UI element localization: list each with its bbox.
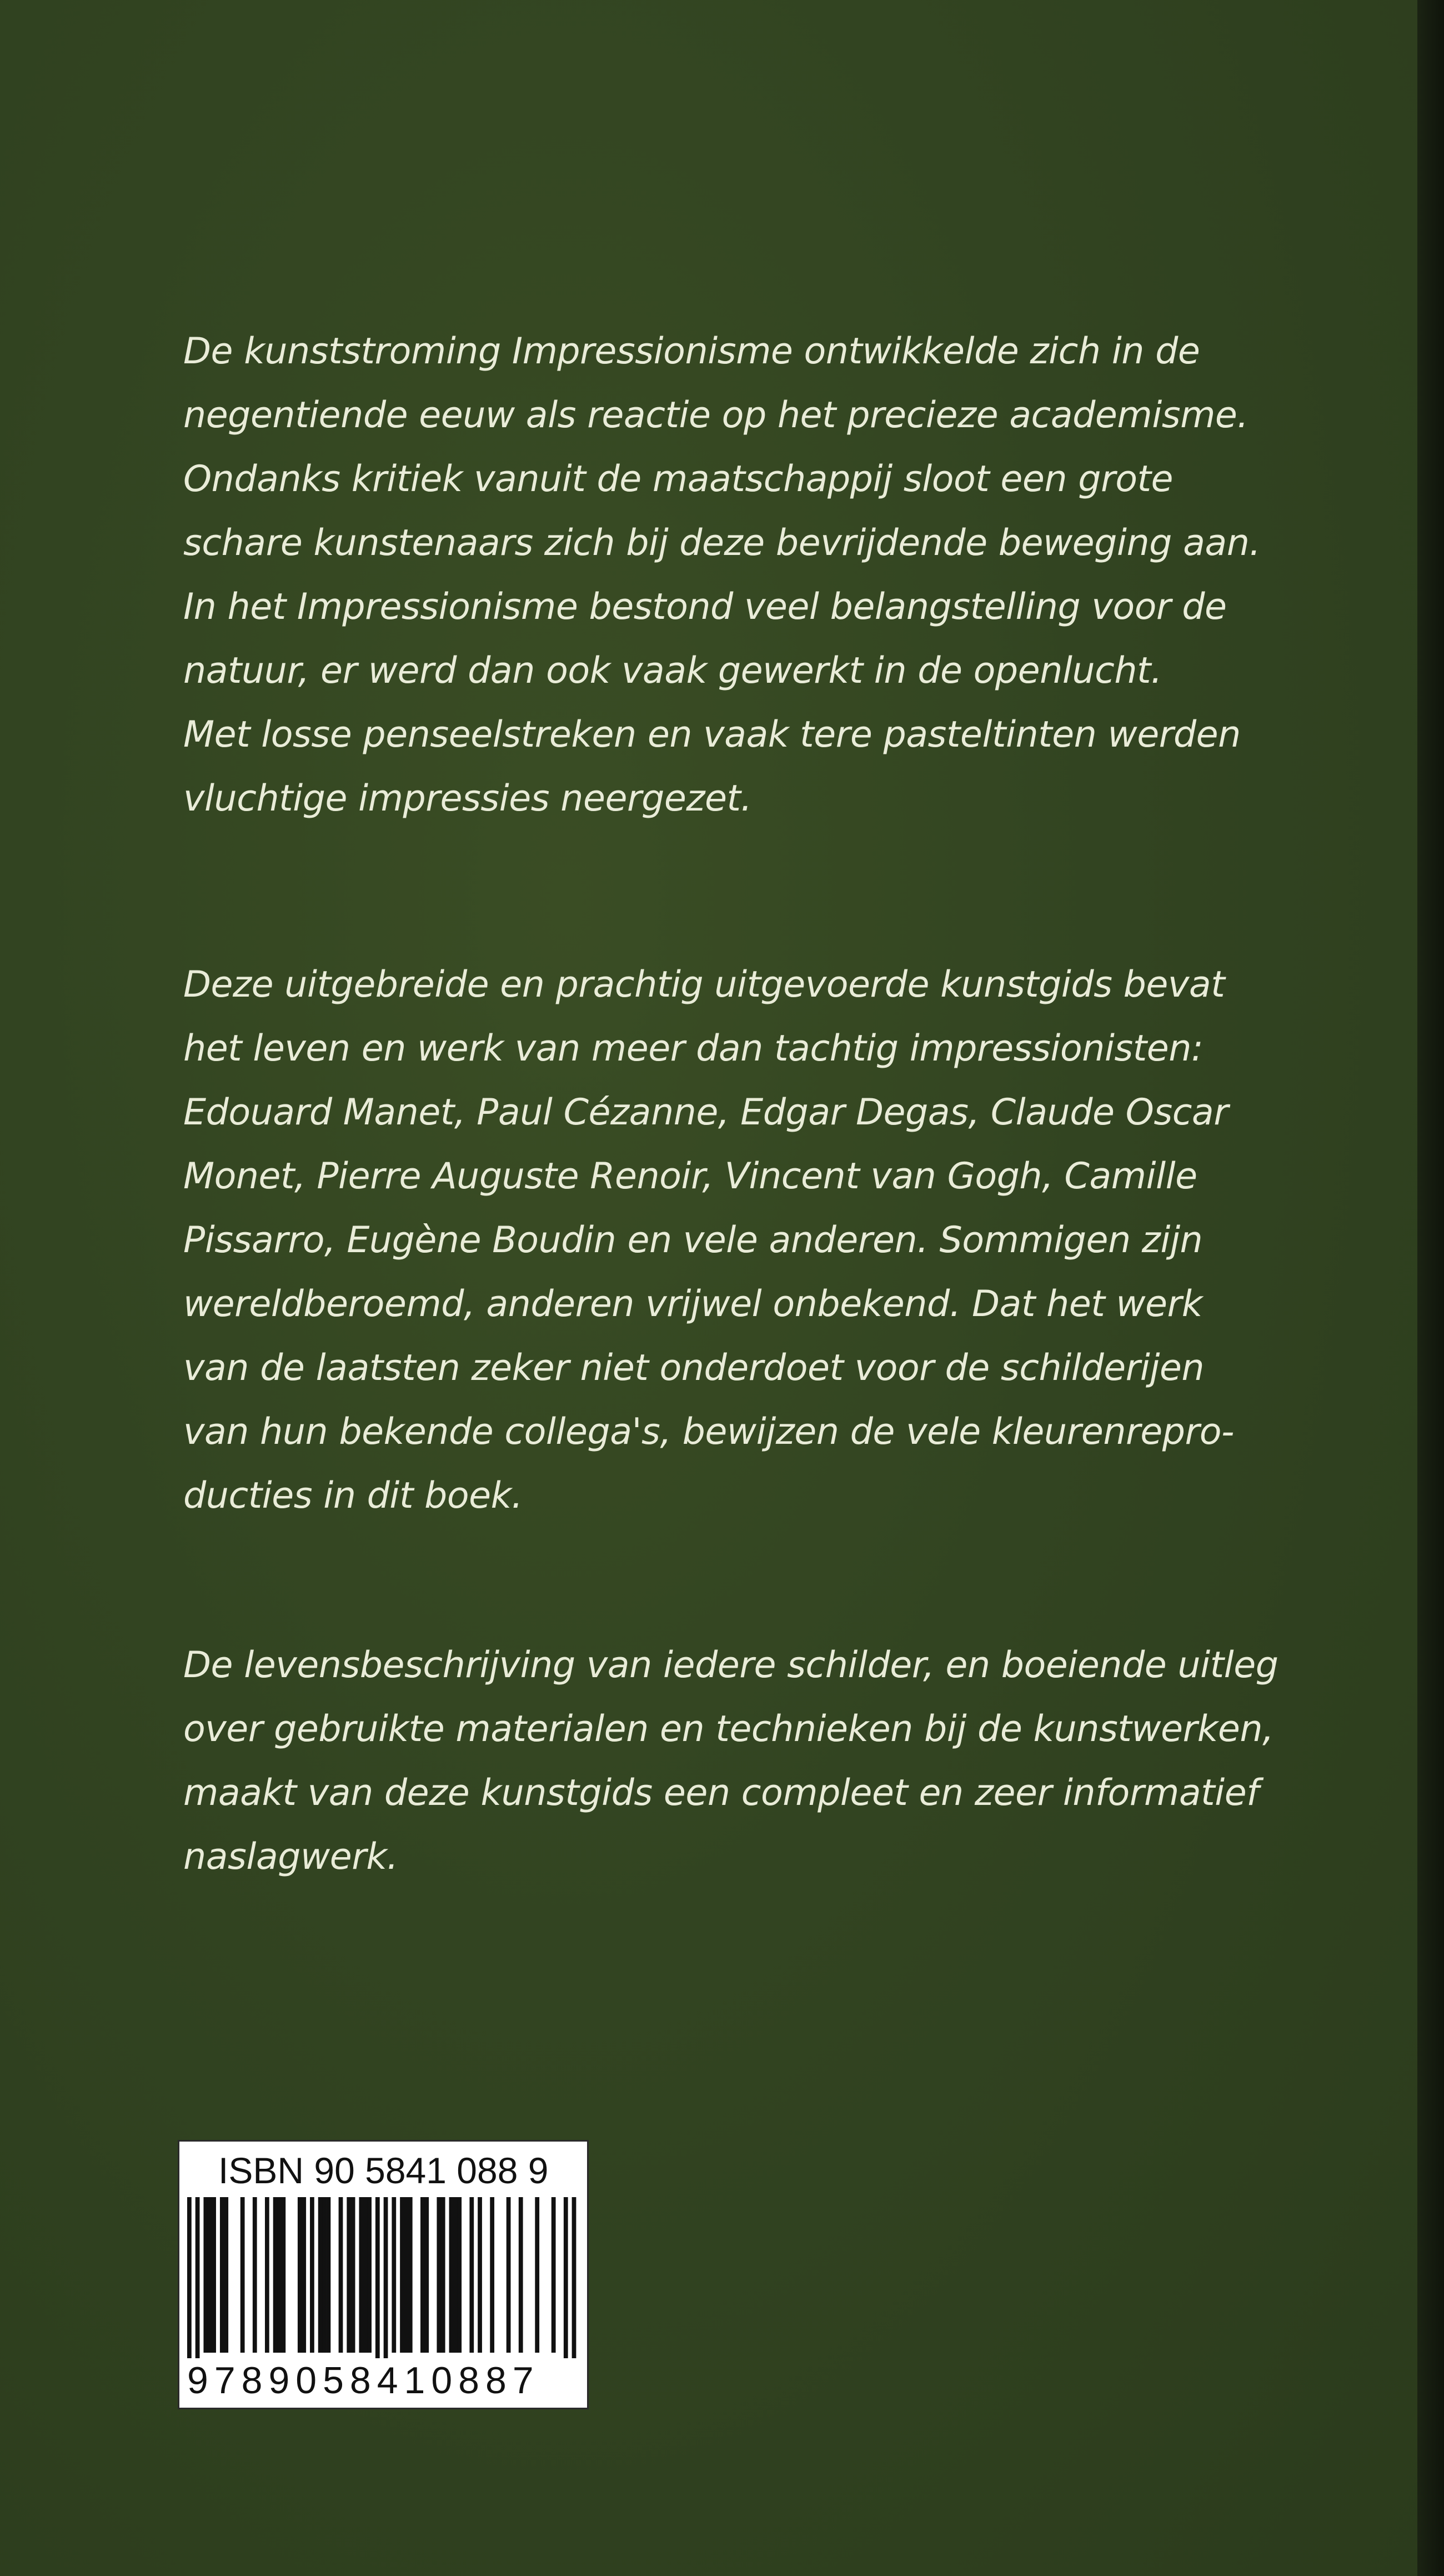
barcode-bar [359,2197,363,2353]
barcode-bar [367,2197,372,2353]
isbn-text: ISBN 90 5841 088 9 [218,2150,549,2191]
barcode-bar [203,2197,208,2353]
barcode-bar [457,2197,462,2353]
blurb-paragraph-1 [183,319,1261,831]
barcode-bar [302,2197,306,2353]
blurb-line: Pissarro, Eugène Boudin en vele anderen. Sommigen zijn [183,1219,1203,1261]
barcode-bar [384,2197,388,2358]
barcode-bar [507,2197,511,2353]
barcode-bar [424,2197,429,2353]
barcode-bar [240,2197,245,2353]
barcode-bar [490,2197,494,2353]
blurb-line: Ondanks kritiek vanuit de maatschappij sloot een grote [183,458,1173,500]
blurb-line: het leven en werk van meer dan tachtig impressionisten: [183,1028,1204,1069]
barcode-bar [298,2197,302,2353]
barcode-bar [519,2197,523,2353]
spine-edge [1417,0,1444,2576]
blurb-line: negentiende eeuw als reactie op het precieze academisme. [183,394,1249,436]
barcode-bar [469,2197,474,2353]
barcode-bar [224,2197,228,2353]
barcode-bar [400,2197,404,2353]
barcode-bar [339,2197,343,2353]
blurb-line: In het Impressionisme bestond veel belangstelling voor de [183,586,1227,628]
barcode-bar [449,2197,454,2353]
blurb-paragraph-2 [183,953,1239,1528]
barcode-bar [310,2197,314,2353]
barcode-bar [441,2197,445,2353]
blurb-line: Met losse penseelstreken en vaak tere pasteltinten werden [183,714,1241,756]
barcode-bar [277,2197,282,2353]
barcode-bar [187,2197,192,2358]
barcode-bar [535,2197,539,2353]
barcode-icon [187,2197,579,2358]
barcode-bar [408,2197,413,2353]
blurb-line: schare kunstenaars zich bij deze bevrijdende beweging aan. [183,522,1261,564]
blurb-line: van hun bekende collega's, bewijzen de vele kleurenrepro- [183,1411,1234,1453]
barcode-bar [212,2197,216,2353]
barcode-bar [208,2197,212,2353]
barcode-bar [220,2197,224,2353]
barcode-bar [420,2197,425,2353]
blurb-paragraph-3 [183,1633,1278,1889]
blurb-line: vluchtige impressies neergezet. [183,778,752,819]
barcode-bar [327,2197,331,2353]
barcode-bar [322,2197,327,2353]
blurb-line: van de laatsten zeker niet onderdoet voor de schilderijen [183,1347,1205,1389]
blurb-line: over gebruikte materialen en technieken bij de kunstwerken, [183,1708,1274,1750]
blurb-line: ducties in dit boek. [183,1475,523,1517]
blurb-line: maakt van deze kunstgids een compleet en zeer informatief [183,1772,1259,1814]
barcode-bar [351,2197,355,2353]
barcode-bar [281,2197,285,2353]
barcode-bar [253,2197,257,2353]
blurb-line: Deze uitgebreide en prachtig uitgevoerde kunstgids bevat [183,964,1225,1006]
barcode-bar [392,2197,396,2353]
barcode-bar [347,2197,351,2353]
barcode-bar [564,2197,568,2358]
barcode-bar [318,2197,323,2353]
blurb-line: natuur, er werd dan ook vaak gewerkt in de openlucht. [183,650,1162,692]
barcode-bar [572,2197,576,2358]
blurb-line: Edouard Manet, Paul Cézanne, Edgar Degas, Claude Oscar [183,1092,1229,1133]
barcode-bar [453,2197,458,2353]
blurb-line: naslagwerk. [183,1836,398,1878]
barcode-bar [375,2197,380,2358]
ean-number: 9789058410887 [187,2359,540,2402]
blurb-line: wereldberoemd, anderen vrijwel onbekend. Dat het werk [183,1283,1202,1325]
barcode-bar [265,2197,269,2353]
isbn-barcode-label [178,2140,589,2409]
blurb-line: Monet, Pierre Auguste Renoir, Vincent van Gogh, Camille [183,1156,1197,1197]
barcode-bar [404,2197,409,2353]
barcode-bar [437,2197,441,2353]
barcode-bar [478,2197,482,2353]
barcode-bar [273,2197,278,2353]
barcode-bar [551,2197,556,2353]
barcode-bar [195,2197,200,2358]
blurb-line: De levensbeschrijving van iedere schilder, en boeiende uitleg [183,1644,1278,1686]
blurb-line: De kunststroming Impressionisme ontwikkelde zich in de [183,331,1200,372]
barcode-bar [363,2197,368,2353]
